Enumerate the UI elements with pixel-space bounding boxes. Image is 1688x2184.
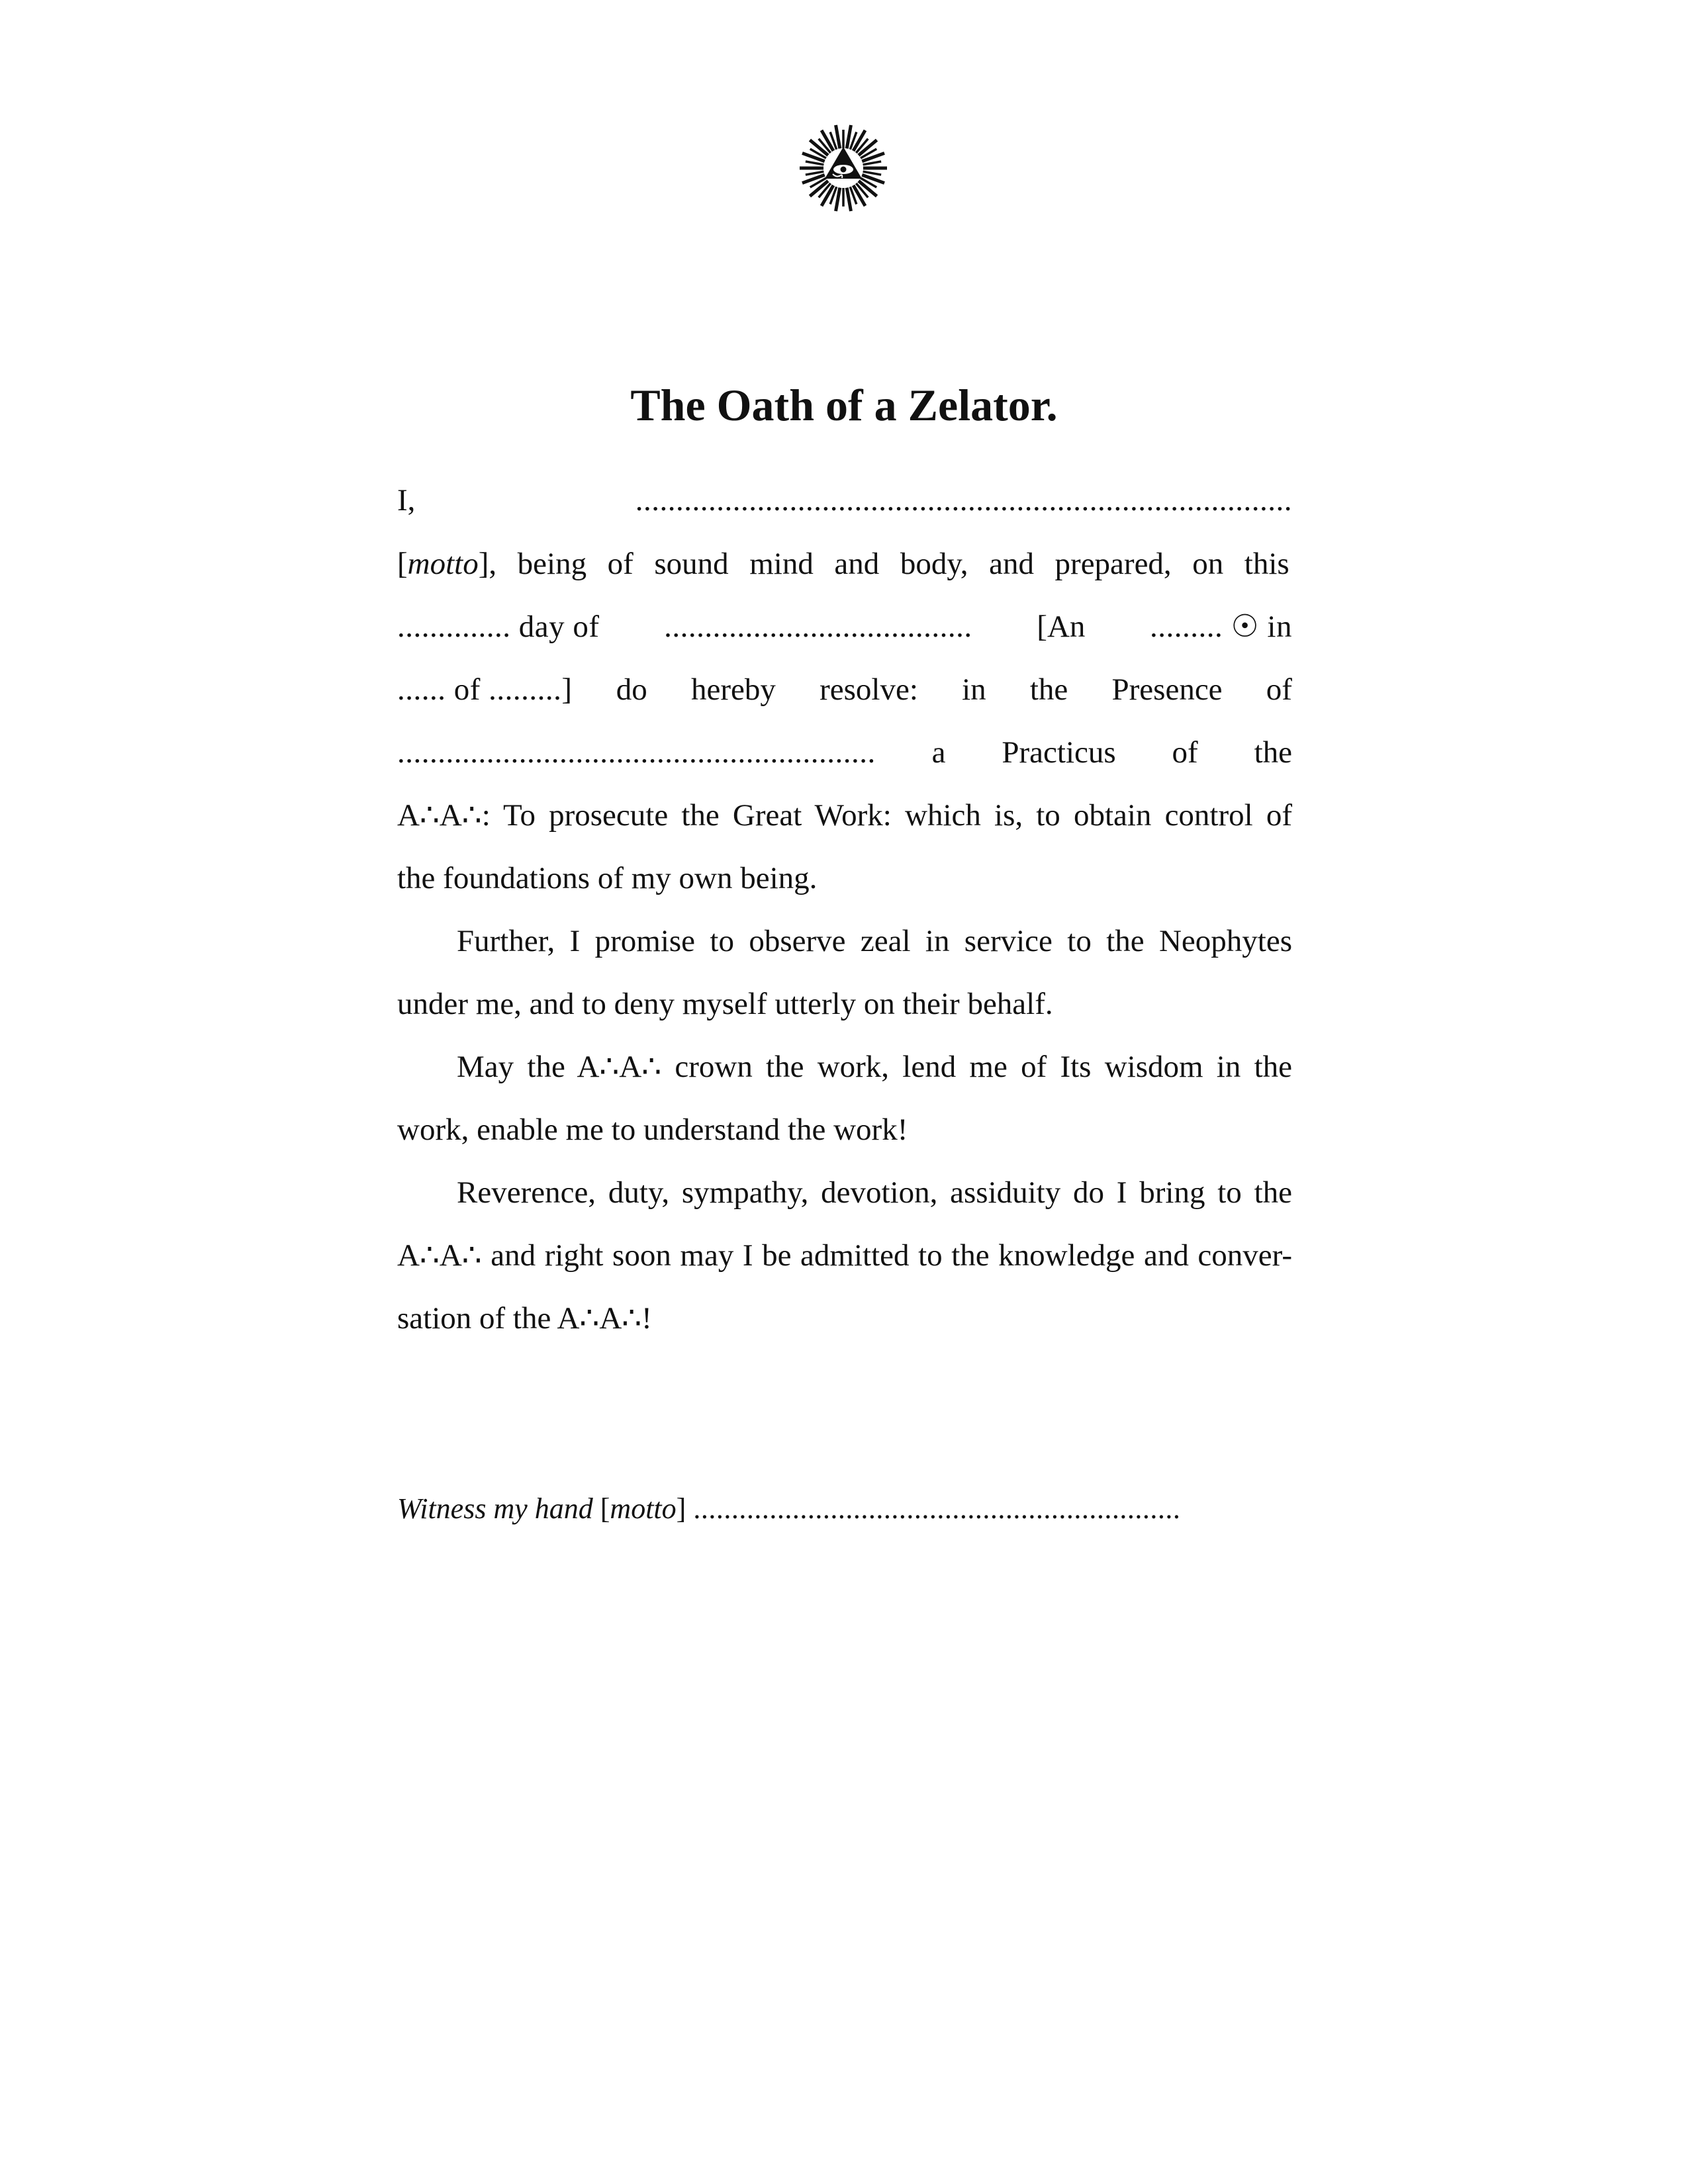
emblem-ray xyxy=(847,188,851,211)
oath-text: the xyxy=(1254,735,1292,770)
oath-text: the xyxy=(1029,672,1068,707)
blank-day-field: .............. day of xyxy=(397,610,600,644)
oath-text: [ xyxy=(600,1492,610,1525)
witness-line xyxy=(397,1489,1292,1529)
oath-text: Practicus xyxy=(1002,735,1116,770)
oath-line-5 xyxy=(397,733,1292,772)
emblem-ray xyxy=(836,125,840,148)
oath-text: a xyxy=(931,735,946,770)
oath-text: do xyxy=(616,672,647,707)
oath-text: [ xyxy=(397,547,408,581)
oath-line-7: the foundations of my own being. xyxy=(397,861,818,895)
emblem-ray xyxy=(806,161,824,165)
oath-paragraph-3-line-1: May the A∴A∴ crown the work, lend me of Its wisdom in the xyxy=(457,1050,1292,1084)
oath-line-6: A∴A∴: To prosecute the Great Work: which is, to obtain control of xyxy=(397,798,1292,833)
oath-text: ] xyxy=(676,1492,686,1525)
page-title: The Oath of a Zelator. xyxy=(630,380,1058,430)
blank-practicus-field: ........................................................... xyxy=(397,735,876,770)
motto-label: motto xyxy=(610,1492,677,1525)
emblem-ray xyxy=(863,161,882,165)
blank-month-field: ...................................... xyxy=(664,610,972,644)
blank-signature-field: ................................................................ xyxy=(693,1492,1181,1525)
eye-in-triangle-radiant-icon xyxy=(798,123,888,213)
oath-text: in xyxy=(962,672,986,707)
oath-paragraph-4-line-1: Reverence, duty, sympathy, devotion, assiduity do I bring to the xyxy=(457,1175,1292,1210)
oath-text: Presence xyxy=(1111,672,1223,707)
oath-line-2 xyxy=(397,544,1292,584)
motto-label: motto xyxy=(407,547,479,581)
emblem-ray xyxy=(836,188,840,211)
oath-text: resolve: xyxy=(820,672,918,707)
blank-motto-field: ................................................................................. xyxy=(635,483,1292,518)
oath-line-4 xyxy=(397,670,1292,709)
blank-year-field: ...... of .........] xyxy=(397,672,573,707)
witness-label: Witness my hand xyxy=(397,1492,593,1525)
emblem-ray xyxy=(806,171,824,175)
oath-line-1 xyxy=(397,480,1292,520)
oath-paragraph-4-line-2: A∴A∴ and right soon may I be admitted to the knowledge and conver- xyxy=(397,1238,1292,1273)
oath-paragraph-2-line-2: under me, and to deny myself utterly on their behalf. xyxy=(397,987,1053,1021)
oath-text: hereby xyxy=(691,672,776,707)
emblem-ray xyxy=(847,125,851,148)
oath-text: of xyxy=(1266,672,1292,707)
oath-line-3 xyxy=(397,607,1292,647)
oath-paragraph-3-line-2: work, enable me to understand the work! xyxy=(397,1113,908,1147)
oath-text: of xyxy=(1172,735,1198,770)
oath-text: [An xyxy=(1037,610,1086,644)
oath-text: I, xyxy=(397,483,416,518)
blank-sun-field: ......... ☉ in xyxy=(1150,610,1292,644)
oath-text: ], being of sound mind and body, and prepared, on this xyxy=(478,547,1289,581)
oath-paragraph-4-line-3: sation of the A∴A∴! xyxy=(397,1301,652,1336)
oath-paragraph-2-line-1: Further, I promise to observe zeal in service to the Neophytes xyxy=(457,924,1292,958)
emblem-ray xyxy=(863,171,882,175)
